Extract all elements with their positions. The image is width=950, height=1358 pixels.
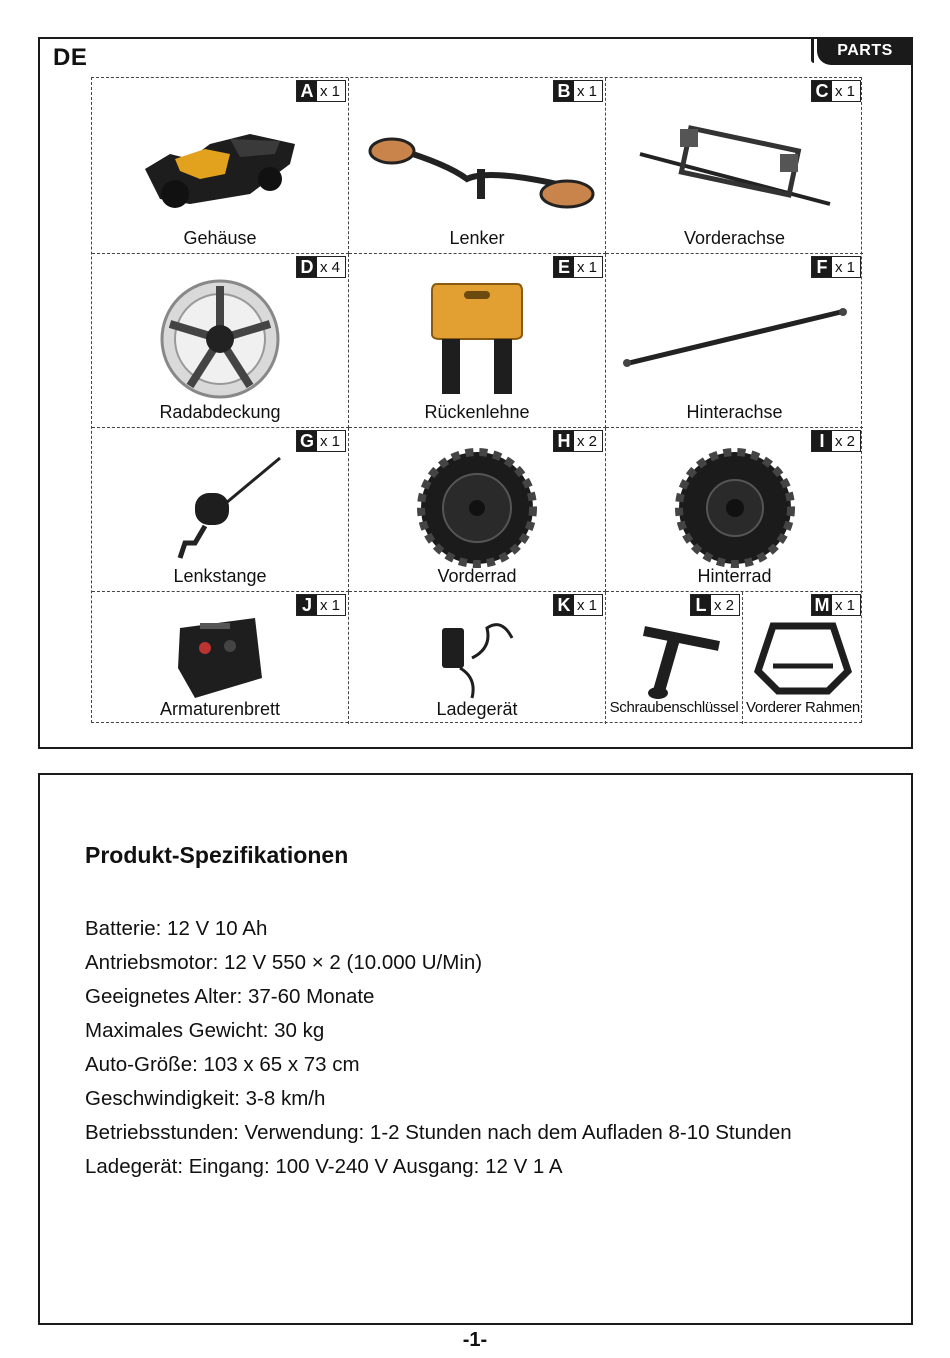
backrest-icon xyxy=(349,276,605,401)
spec-item-age: Geeignetes Alter: 37-60 Monate xyxy=(85,985,375,1008)
spec-item-size: Auto-Größe: 103 x 65 x 73 cm xyxy=(85,1053,360,1076)
part-badge: F x 1 xyxy=(811,256,861,278)
language-label: DE xyxy=(53,44,88,71)
part-badge: I x 2 xyxy=(811,430,861,452)
part-badge: H x 2 xyxy=(553,430,603,452)
part-name: Lenker xyxy=(449,228,505,248)
part-cell-d xyxy=(92,254,349,428)
rear-axle-icon xyxy=(606,276,863,401)
specifications-list xyxy=(85,912,792,1184)
spec-item-battery: Batterie: 12 V 10 Ah xyxy=(85,917,268,940)
part-name: Armaturenbrett xyxy=(159,699,281,719)
spec-item-max-weight: Maximales Gewicht: 30 kg xyxy=(85,1019,325,1042)
dashboard-icon xyxy=(92,614,348,698)
part-cell-g xyxy=(92,428,349,592)
page-number: -1- xyxy=(462,1329,488,1351)
part-badge: L x 2 xyxy=(690,594,740,616)
parts-panel xyxy=(38,37,913,749)
part-badge: B x 1 xyxy=(553,80,603,102)
spec-item-charger: Ladegerät: Eingang: 100 V-240 V Ausgang: 12 V 1 A xyxy=(85,1155,563,1178)
part-badge: K x 1 xyxy=(553,594,603,616)
part-badge: D x 4 xyxy=(296,256,346,278)
parts-tab: PARTS xyxy=(817,37,913,65)
part-name: Hinterrad xyxy=(697,566,772,586)
car-body-icon xyxy=(92,100,348,227)
part-name: Lenkstange xyxy=(173,566,267,586)
handlebar-icon xyxy=(349,100,605,227)
steering-rod-icon xyxy=(92,450,348,565)
spec-item-speed: Geschwindigkeit: 3-8 km/h xyxy=(85,1087,326,1110)
part-badge: E x 1 xyxy=(553,256,603,278)
specifications-panel xyxy=(38,773,913,1325)
part-name: Rückenlehne xyxy=(424,402,530,422)
part-cell-e xyxy=(349,254,606,428)
part-cell-h xyxy=(349,428,606,592)
part-name: Gehäuse xyxy=(183,228,257,248)
part-name: Ladegerät xyxy=(436,699,518,719)
parts-grid xyxy=(91,77,862,723)
part-name: Schraubenschlüssel xyxy=(609,699,739,716)
part-name: Vorderachse xyxy=(683,228,786,248)
part-cell-b xyxy=(349,78,606,254)
front-axle-icon xyxy=(606,100,863,227)
rear-wheel-icon xyxy=(606,450,863,565)
part-cell-m xyxy=(743,592,863,724)
part-badge: J x 1 xyxy=(296,594,346,616)
spec-item-operating-hours: Betriebsstunden: Verwendung: 1-2 Stunden nach dem Aufladen 8-10 Stunden xyxy=(85,1121,792,1144)
part-cell-c xyxy=(606,78,863,254)
part-cell-k xyxy=(349,592,606,724)
part-cell-a xyxy=(92,78,349,254)
wrench-icon xyxy=(606,614,742,698)
part-name: Vorderrad xyxy=(437,566,517,586)
hubcap-icon xyxy=(92,276,348,401)
part-cell-f xyxy=(606,254,863,428)
part-name: Vorderer Rahmen xyxy=(746,699,860,716)
part-badge: A x 1 xyxy=(296,80,346,102)
part-cell-i xyxy=(606,428,863,592)
front-frame-icon xyxy=(743,614,863,698)
part-badge: M x 1 xyxy=(811,594,861,616)
specifications-title: Produkt-Spezifikationen xyxy=(85,842,349,868)
spec-item-motor: Antriebsmotor: 12 V 550 × 2 (10.000 U/Min) xyxy=(85,951,483,974)
part-badge: C x 1 xyxy=(811,80,861,102)
front-wheel-icon xyxy=(349,450,605,565)
part-badge: G x 1 xyxy=(296,430,346,452)
charger-icon xyxy=(349,614,605,698)
part-cell-l xyxy=(606,592,743,724)
part-name: Hinterachse xyxy=(686,402,783,422)
part-name: Radabdeckung xyxy=(159,402,281,422)
part-cell-j xyxy=(92,592,349,724)
